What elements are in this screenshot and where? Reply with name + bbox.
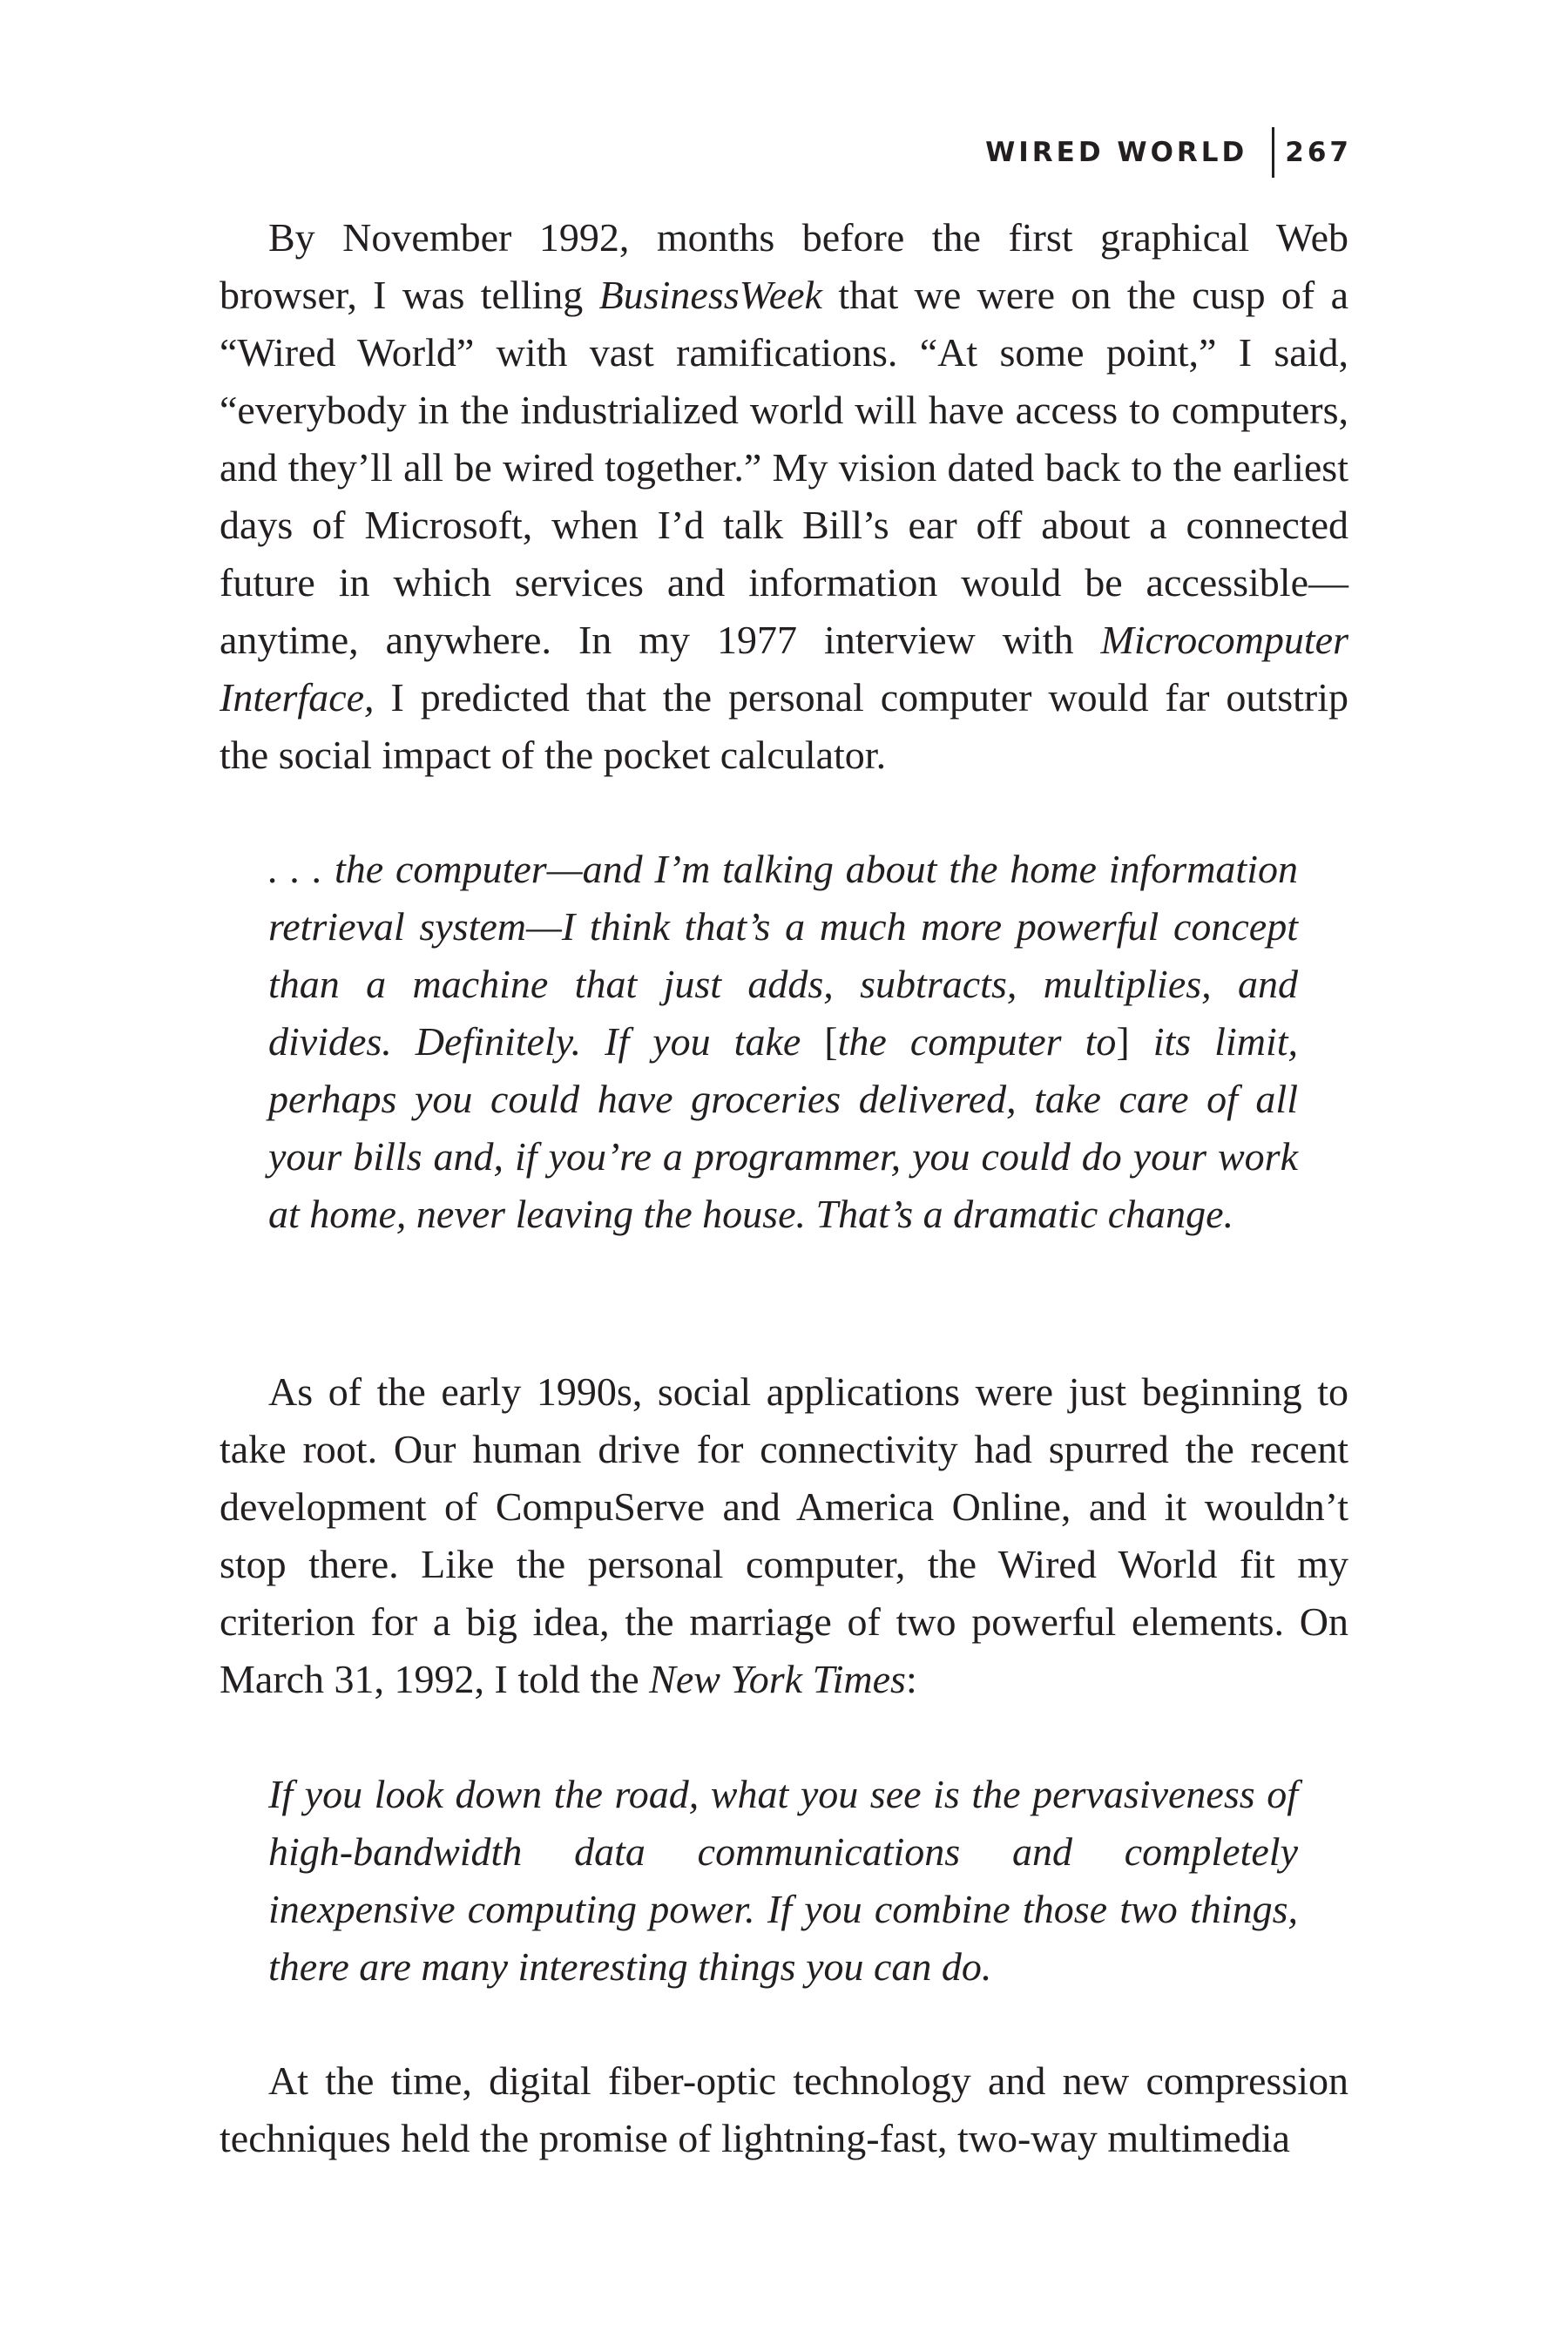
block-quote-1-text-c: its limit, perhaps you could have groceries delivered, take care of all your bills and, if you’re a programmer, you could do your work at home, never leaving the house. That’s a dramatic change. (268, 1019, 1299, 1236)
paragraph-2-block (220, 1363, 1348, 1708)
paragraph-1-text-b: that we were on the cusp of a “Wired World” with vast ramifications. “At some point,” I said, “everybody in the industrialized world will have access to computers, and they’ll all be wired together.” My vision dated back to the earliest days of Microsoft, when I’d talk Bill’s ear off about a connected future in which services and information would be accessible—anytime, anywhere. In my 1977 interview with (220, 273, 1348, 662)
paragraph-1-text-c: I predicted that the personal computer would far outstrip the social impact of the pocket calculator. (220, 675, 1348, 777)
paragraph-1-italic-businessweek: BusinessWeek (598, 273, 822, 317)
page-number: 267 (1285, 137, 1352, 168)
paragraph-3-block (220, 2052, 1348, 2167)
paragraph-2-italic-new-york-times: New York Times (649, 1657, 906, 1701)
block-quote-2-text: If you look down the road, what you see is the pervasiveness of high-bandwidth data communications and completely inexpensive computing power. If you combine those two things, there are many interesting things you can do. (268, 1772, 1298, 1989)
block-quote-1-text-b: the computer to (837, 1019, 1117, 1064)
paragraph-2-text-b: : (905, 1657, 917, 1701)
block-quote-1 (268, 841, 1298, 1243)
paragraph-1 (220, 209, 1348, 784)
block-quote-2 (268, 1766, 1298, 1996)
paragraph-2-text-a: As of the early 1990s, social applications were just beginning to take root. Our human drive for connectivity had spurred the recent development of CompuServe and America Online, and it wouldn’t stop there. Like the personal computer, the Wired World fit my criterion for a big idea, the marriage of two powerful elements. On March 31, 1992, I told the (220, 1369, 1348, 1701)
block-quote-1-bracket-open: [ (824, 1019, 838, 1064)
running-head (985, 127, 1352, 178)
running-head-title: WIRED WORLD (985, 137, 1248, 168)
block-quote-1-text-a: . . . the computer—and I’m talking about the home information retrieval system—I think that’s a much more powerful concept than a machine that just adds, subtracts, multiplies, and divides. Definitely. If you take (268, 847, 1298, 1064)
paragraph-1-text-a: By November 1992, months before the first graphical Web browser, I was telling (220, 215, 1348, 317)
paragraph-1-block (220, 209, 1348, 784)
paragraph-2 (220, 1363, 1348, 1708)
paragraph-3: At the time, digital fiber-optic technology and new compression techniques held the promise of lightning-fast, two-way multimedia (220, 2058, 1348, 2160)
block-quote-1-text (268, 841, 1298, 1243)
paragraph-1-italic-microcomputer-interface: Microcomputer Interface, (220, 618, 1348, 720)
block-quote-1-bracket-close: ] (1116, 1019, 1130, 1064)
header-divider (1272, 127, 1274, 178)
